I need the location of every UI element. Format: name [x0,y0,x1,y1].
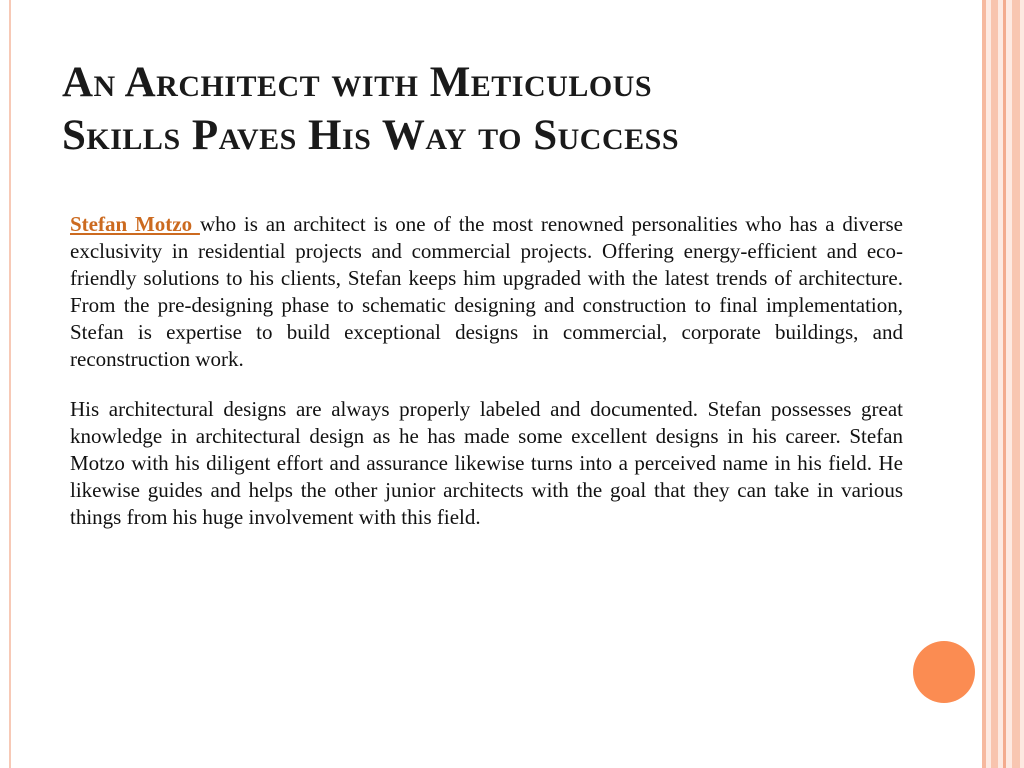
slide-body [70,211,903,554]
paragraph-2: His architectural designs are always properly labeled and documented. Stefan possesses great knowledge in architectural design as he has made some excellent designs in his career. Stefan Motzo with his diligent effort and assurance likewise turns into a perceived name in his field. He likewise guides and helps the other junior architects with the goal that they can take in various things from his huge involvement with this field. [70,397,903,529]
slide-title-line1: An Architect with Meticulous [62,59,653,106]
right-stripe [991,0,998,768]
author-link[interactable]: Stefan Motzo [70,212,200,236]
right-stripe [1012,0,1020,768]
slide-title-line2: Skills Paves His Way to Success [62,112,679,159]
paragraph-1-text: who is an architect is one of the most renowned personalities who has a diverse exclusivity in residential projects and commercial projects. Offering energy-efficient and eco-friendly solutions to his clients, Stefan keeps him upgraded with the latest trends of architecture. From the pre-designing phase to schematic designing and construction to final implementation, Stefan is expertise to build exceptional designs in commercial, corporate buildings, and reconstruction work. [70,212,903,371]
left-decorative-rule [9,0,11,768]
paragraph-1 [70,211,903,373]
right-stripe [1003,0,1006,768]
right-stripe [982,0,986,768]
slide-title [62,56,942,162]
accent-circle [913,641,975,703]
